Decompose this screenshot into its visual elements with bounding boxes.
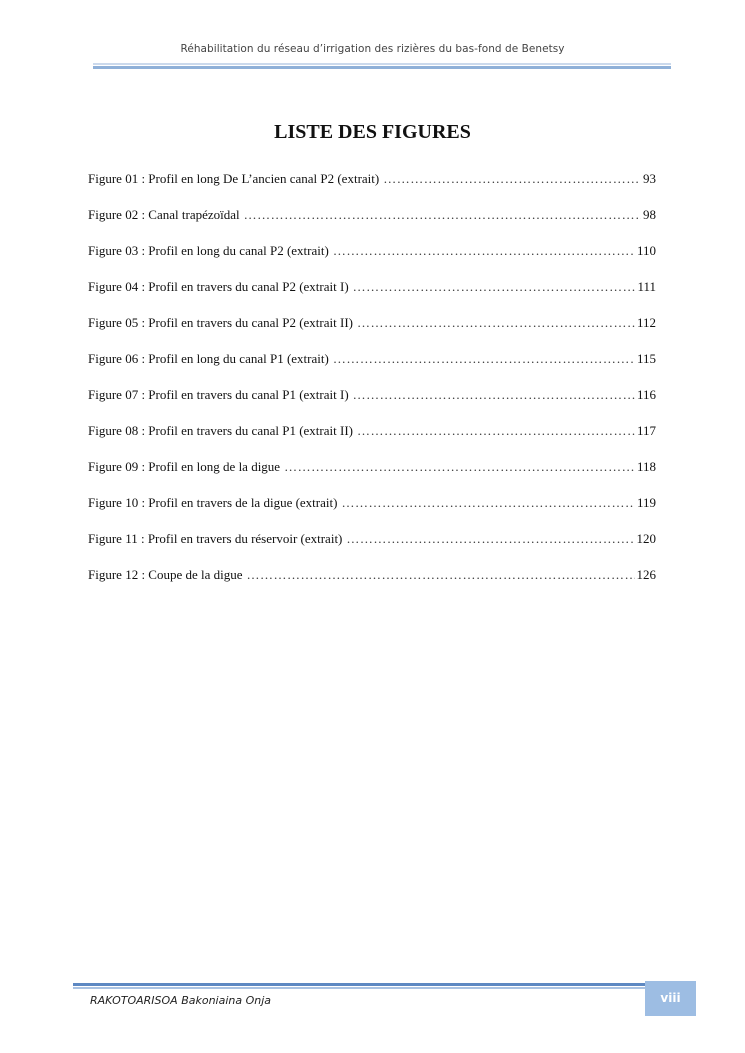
figure-entry[interactable] xyxy=(88,531,656,567)
figure-entry[interactable] xyxy=(88,315,656,351)
figure-label: Figure 05 : Profil en travers du canal P2 (extrait II) xyxy=(88,315,353,330)
figure-page-number: 117 xyxy=(636,423,656,438)
dot-leader xyxy=(284,459,635,475)
figure-page-number: 98 xyxy=(643,207,656,222)
figure-page-number: 111 xyxy=(637,279,656,294)
figure-label: Figure 09 : Profil en long de la digue xyxy=(88,459,281,474)
header-divider xyxy=(93,63,671,69)
figure-entry[interactable] xyxy=(88,351,656,387)
figure-label: Figure 01 : Profil en long De L’ancien canal P2 (extrait) xyxy=(88,171,380,186)
figure-page-number: 115 xyxy=(636,351,656,366)
figure-entry[interactable] xyxy=(88,171,656,207)
dot-leader xyxy=(353,279,636,295)
page-number-badge: viii xyxy=(645,981,696,1016)
dot-leader xyxy=(353,387,635,403)
figure-page-number: 126 xyxy=(636,567,656,582)
figure-page-number: 119 xyxy=(636,495,656,510)
figure-list xyxy=(88,171,656,603)
figure-entry[interactable] xyxy=(88,387,656,423)
figure-label: Figure 02 : Canal trapézoïdal xyxy=(88,207,240,222)
footer-divider xyxy=(73,983,646,989)
dot-leader xyxy=(383,171,641,187)
figure-label: Figure 11 : Profil en travers du réservoir (extrait) xyxy=(88,531,343,546)
page-title: LISTE DES FIGURES xyxy=(274,121,471,143)
dot-leader xyxy=(333,351,635,367)
dot-leader xyxy=(357,315,635,331)
figure-entry[interactable] xyxy=(88,207,656,243)
dot-leader xyxy=(333,243,635,259)
figure-page-number: 112 xyxy=(636,315,656,330)
figure-label: Figure 06 : Profil en long du canal P1 (extrait) xyxy=(88,351,329,366)
figure-page-number: 118 xyxy=(636,459,656,474)
figure-label: Figure 03 : Profil en long du canal P2 (extrait) xyxy=(88,243,329,258)
dot-leader xyxy=(357,423,635,439)
figure-entry[interactable] xyxy=(88,495,656,531)
dot-leader xyxy=(244,207,641,223)
running-header: Réhabilitation du réseau d’irrigation des rizières du bas-fond de Benetsy xyxy=(180,43,565,55)
figure-page-number: 116 xyxy=(636,387,656,402)
dot-leader xyxy=(346,531,634,547)
footer-author: RAKOTOARISOA Bakoniaina Onja xyxy=(90,994,272,1007)
figure-label: Figure 04 : Profil en travers du canal P2 (extrait I) xyxy=(88,279,349,294)
figure-page-number: 120 xyxy=(636,531,656,546)
figure-entry[interactable] xyxy=(88,279,656,315)
figure-label: Figure 07 : Profil en travers du canal P1 (extrait I) xyxy=(88,387,349,402)
dot-leader xyxy=(247,567,635,583)
figure-entry[interactable] xyxy=(88,423,656,459)
dot-leader xyxy=(341,495,635,511)
figure-entry[interactable] xyxy=(88,459,656,495)
figure-label: Figure 12 : Coupe de la digue xyxy=(88,567,243,582)
figure-label: Figure 10 : Profil en travers de la digue (extrait) xyxy=(88,495,338,510)
figure-label: Figure 08 : Profil en travers du canal P1 (extrait II) xyxy=(88,423,353,438)
figure-entry[interactable] xyxy=(88,243,656,279)
figure-page-number: 110 xyxy=(636,243,656,258)
figure-page-number: 93 xyxy=(643,171,656,186)
figure-entry[interactable] xyxy=(88,567,656,603)
